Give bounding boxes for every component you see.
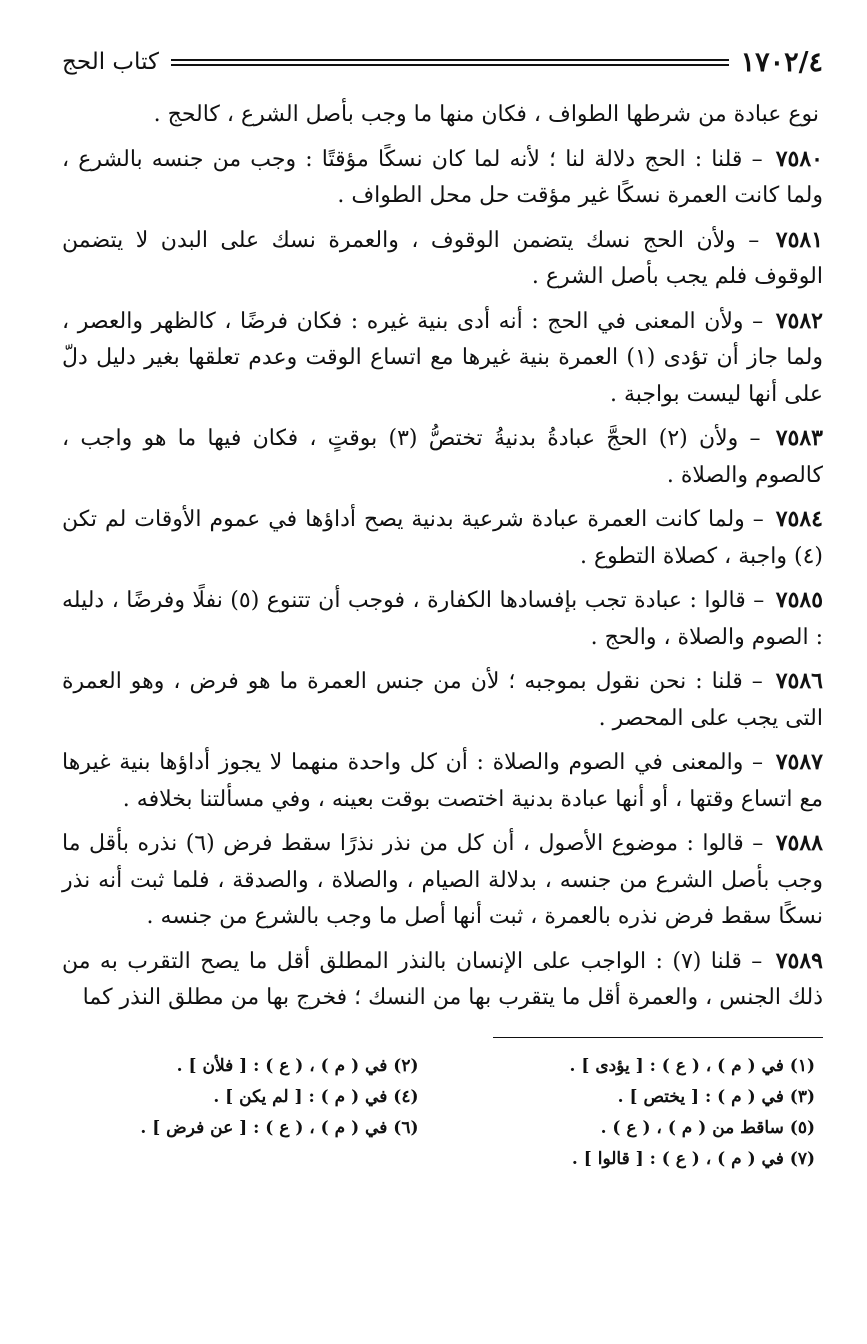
- paragraph-text: – ولما كانت العمرة عبادة شرعية بدنية يصح أداؤها في عموم الأوقات لم تكن (٤) واجبة ، كصلاة التطوع .: [62, 507, 823, 569]
- paragraph-number: ٧٥٨٩: [775, 947, 823, 974]
- paragraph: [62, 744, 823, 818]
- page-header: [62, 38, 823, 86]
- paragraph: [62, 222, 823, 296]
- footnote: (٦) في ( م ) ، ( ع ) : [ عن فرض ] .: [140, 1118, 419, 1138]
- paragraph-text: – ولأن المعنى في الحج : أنه أدى بنية غيره : فكان فرضًا ، كالظهر والعصر ، ولما جاز أن تؤدى (١) العمرة بنية غيرها مع اتساع الوقت وعدم تعلقها بغير دليل دلّ على أنها ليست بواجبة .: [62, 308, 824, 407]
- footnote: (٤) في ( م ) : [ لم يكن ] .: [213, 1087, 419, 1107]
- paragraph: [62, 825, 823, 936]
- paragraph-number: ٧٥٨٠: [775, 145, 823, 172]
- footnote: (١) في ( م ) ، ( ع ) : [ يؤدى ] .: [569, 1056, 815, 1076]
- paragraph-number: ٧٥٨١: [775, 226, 824, 253]
- footnote: (٧) في ( م ) ، ( ع ) : [ قالوا ] .: [571, 1149, 815, 1169]
- paragraph: [62, 141, 823, 215]
- footnote: (٣) في ( م ) : [ يختص ] .: [617, 1087, 815, 1107]
- paragraph-text: – والمعنى في الصوم والصلاة : أن كل واحدة منهما لا يجوز أداؤها بنية غيرها مع اتساع وقتها ، أو أنها عبادة بدنية اختصت بوقت بعينه ، وفي مسألتنا بخلافه .: [62, 750, 823, 812]
- paragraph-text: – ولأن (٢) الحجَّ عبادةُ بدنيةُ تختصُّ (٣) بوقتٍ ، فكان فيها ما هو واجب ، كالصوم والصلاة .: [62, 426, 823, 488]
- paragraph-number: ٧٥٨٧: [775, 749, 823, 775]
- paragraph: [62, 501, 823, 575]
- footnotes: [62, 1052, 823, 1173]
- paragraph: [62, 303, 823, 414]
- paragraph: [62, 420, 823, 494]
- paragraph: [62, 943, 823, 1017]
- paragraph-number: ٧٥٨٢: [775, 307, 823, 334]
- paragraph-text: – قالوا : موضوع الأصول ، أن كل من نذر نذرًا سقط فرض (٦) نذره بأقل ما وجب بأصل الشرع من جنسه ، بدلالة الصيام ، والصلاة ، والصدقة ، فلما ثبت أنه نذر نسكًا سقط فرض نذره بالعمرة ، ثبت أنها أصل ما وجب بالشرع من جنسه .: [62, 831, 823, 929]
- paragraph-text: – قلنا : نحن نقول بموجبه ؛ لأن من جنس العمرة ما هو فرض ، وهو العمرة التى يجب على المحصر .: [62, 669, 823, 731]
- footnote: (٥) ساقط من ( م ) ، ( ع ) .: [600, 1118, 815, 1138]
- paragraph-text: – قلنا (٧) : الواجب على الإنسان بالنذر المطلق أقل ما يصح التقرب به من ذلك الجنس ، والعمرة أقل ما يتقرب بها من النسك ؛ فخرج بها من مطلق النذر كما: [62, 948, 823, 1010]
- footnote: (٢) في ( م ) ، ( ع ) : [ فلأن ] .: [176, 1056, 419, 1076]
- paragraph: [62, 663, 823, 737]
- footnote-divider: [493, 1037, 823, 1039]
- paragraph-text: نوع عبادة من شرطها الطواف ، فكان منها ما وجب بأصل الشرع ، كالحج .: [153, 102, 819, 127]
- paragraph-number: ٧٥٨٤: [775, 506, 823, 532]
- book-title: كتاب الحج: [62, 49, 159, 75]
- paragraph: [62, 582, 823, 656]
- paragraph-number: ٧٥٨٥: [775, 587, 824, 613]
- paragraph-text: – قلنا : الحج دلالة لنا ؛ لأنه لما كان نسكًا مؤقتًا : وجب من جنسه بالشرع ، ولما كانت العمرة نسكًا غير مؤقت حل محل الطواف .: [62, 146, 823, 208]
- paragraph-number: ٧٥٨٨: [775, 830, 823, 856]
- paragraph-text: – ولأن الحج نسك يتضمن الوقوف ، والعمرة نسك على البدن لا يتضمن الوقوف فلم يجب بأصل الشرع .: [62, 227, 823, 289]
- paragraph-number: ٧٥٨٣: [775, 425, 823, 451]
- paragraph-number: ٧٥٨٦: [775, 668, 823, 694]
- header-rule: [171, 56, 729, 69]
- paragraph: [62, 96, 823, 134]
- body-text: [62, 96, 823, 1017]
- page-number: ١٧٠٢/٤: [740, 46, 823, 78]
- paragraph-text: – قالوا : عبادة تجب بإفسادها الكفارة ، فوجب أن تتنوع (٥) نفلًا وفرضًا ، دليله : الصوم والصلاة ، والحج .: [62, 588, 823, 650]
